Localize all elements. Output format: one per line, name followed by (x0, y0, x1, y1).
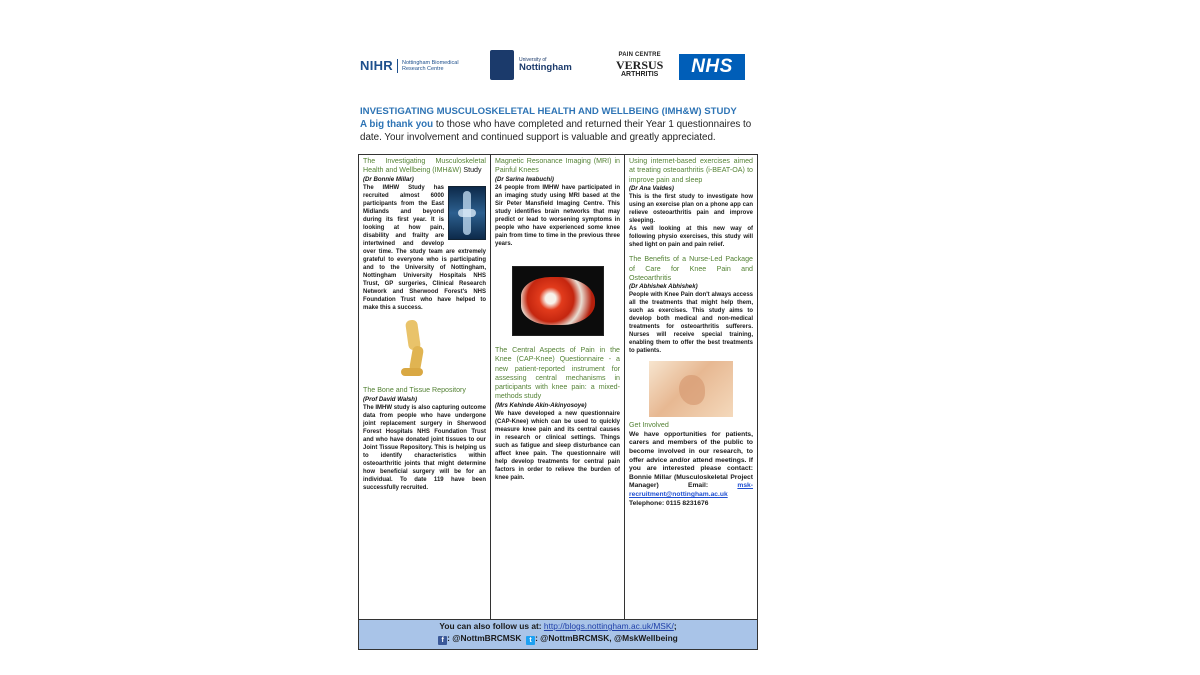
brain-mri-image (512, 266, 604, 336)
article-author: (Prof David Walsh) (363, 395, 418, 403)
get-involved-text: We have opportunities for patients, carers and members of the public to become involved in our research, to offer advice and/or attend meetings. If you are interested please contact: Bonnie Millar (Musculoskeletal Project Manager) Email: msk-recruitment@nottingham.ac.uk (629, 430, 753, 498)
twitter-handles: : @NottmBRCMSK, @MskWellbeing (535, 633, 678, 643)
article-author: (Dr Ana Valdes) (629, 184, 674, 192)
article-body: This is the first study to investigate how using an exercise plan on a phone app can relieve osteoarthritis pain and improve sleeping. (629, 193, 753, 225)
article-title: Using internet-based exercises aimed at treating osteoarthritis (i-BEAT-OA) to improve pain and sleep (629, 157, 753, 184)
facebook-handle: : @NottmBRCMSK (447, 633, 522, 643)
logo-bar (352, 44, 764, 84)
follow-us-footer: You can also follow us at: http://blogs.nottingham.ac.uk/MSK/; f : @NottmBRCMSK t : @NottmBRCMSK, @MskWellbeing (358, 620, 758, 650)
column-2 (491, 155, 625, 619)
intro-text: A big thank you to those who have completed and returned their Year 1 questionnaires to date. Your involvement and continued support is valuable and greatly appreciated. (360, 119, 752, 143)
article-body: 24 people from IMHW have participated in an imaging study using MRI based at the Sir Peter Mansfield Imaging Centre. This study identifies brain networks that may predict or lead to worsening symptoms in people who have experienced some knee pain from time to time in the previous three years. (495, 184, 620, 247)
article-title: The Central Aspects of Pain in the Knee (CAP-Knee) Questionnaire - a new patient-reported instrument for assessing central mechanisms in participants with knee pain: a mixed-methods study (495, 345, 620, 401)
article-title: Get Involved (629, 421, 669, 430)
article-author: (Dr Bonnie Millar) (363, 175, 414, 183)
twitter-icon[interactable]: t (526, 636, 535, 645)
contact-phone: Telephone: 0115 8231676 (629, 499, 709, 507)
article-author: (Dr Sarina Iwabuchi) (495, 175, 554, 183)
article-body: The IMHW Study has recruited almost 6000 participants from the East Midlands and beyond during its first year. It is looking at how pain, disability and frailty are intertwined and develop over time. The study team are extremely grateful to everyone who is participating and to the University of Nottingham, Nottingham University Hospitals NHS Trust, GP surgeries, Clinical Research Network and Sherwood Forest's NHS Foundation Trust who have helped to make this a success. (363, 184, 486, 312)
pain-centre-versus-arthritis-logo: PAIN CENTRE VERSUS ARTHRITIS (616, 52, 664, 78)
article-title: The Benefits of a Nurse-Led Package of Care for Knee Pain and Osteoarthritis (629, 255, 753, 282)
leg-skeleton-image (397, 320, 437, 378)
nihr-logo: NIHR Nottingham Biomedical Research Centre (360, 58, 459, 73)
newsletter-page (352, 38, 764, 658)
column-3 (625, 155, 757, 619)
column-1 (359, 155, 491, 619)
page-title: INVESTIGATING MUSCULOSKELETAL HEALTH AND WELLBEING (IMH&W) STUDY (360, 106, 737, 117)
contact-email-link[interactable]: msk-recruitment@nottingham.ac.uk (629, 482, 753, 498)
university-of-nottingham-logo: University of Nottingham (490, 50, 572, 80)
article-author: (Dr Abhishek Abhishek) (629, 283, 698, 291)
article-body: We have developed a new questionnaire (CAP-Knee) which can be used to quickly measure knee pain and its central causes in research or clinical settings. Things such as fatigue and sleep disturbance can affect knee pain. The questionnaire will help develop treatments for central pain factors in order to relieve the burden of knee pain. (495, 410, 620, 482)
articles-table (358, 154, 758, 620)
nhs-logo: NHS (679, 54, 745, 80)
article-body: People with Knee Pain don't always access all the treatments that might help them, such as exercises. This study aims to develop both medical and non-medical treatments for osteoarthritis sufferers. Nurses will receive special training, enabling them to offer the best treatments to patients. (629, 292, 753, 355)
knee-xray-image (448, 186, 486, 240)
article-title: The Investigating Musculoskeletal Health and Wellbeing (IMH&W) Study (363, 157, 486, 175)
article-body: As well looking at this new way of following physio exercises, this study will shed light on pain and pain relief. (629, 226, 753, 249)
article-title: The Bone and Tissue Repository (363, 386, 466, 395)
blog-link[interactable]: http://blogs.nottingham.ac.uk/MSK/ (543, 621, 674, 631)
holding-hands-image (649, 361, 733, 417)
article-author: (Mrs Kehinde Akin-Akinyosoye) (495, 401, 587, 409)
article-body: The IMHW study is also capturing outcome data from people who have undergone joint replacement surgery in Sherwood Forest Hospitals NHS Foundation Trust and who have donated joint tissues to our Joint Tissue Repository. This is helping us to identify characteristics within osteoarthritic joints that might determine how beneficial surgery will be for an individual. To date 119 have been successfully recruited. (363, 404, 486, 492)
article-title: Magnetic Resonance Imaging (MRI) in Painful Knees (495, 157, 620, 175)
facebook-icon[interactable]: f (438, 636, 447, 645)
uon-crest-icon (490, 50, 514, 80)
